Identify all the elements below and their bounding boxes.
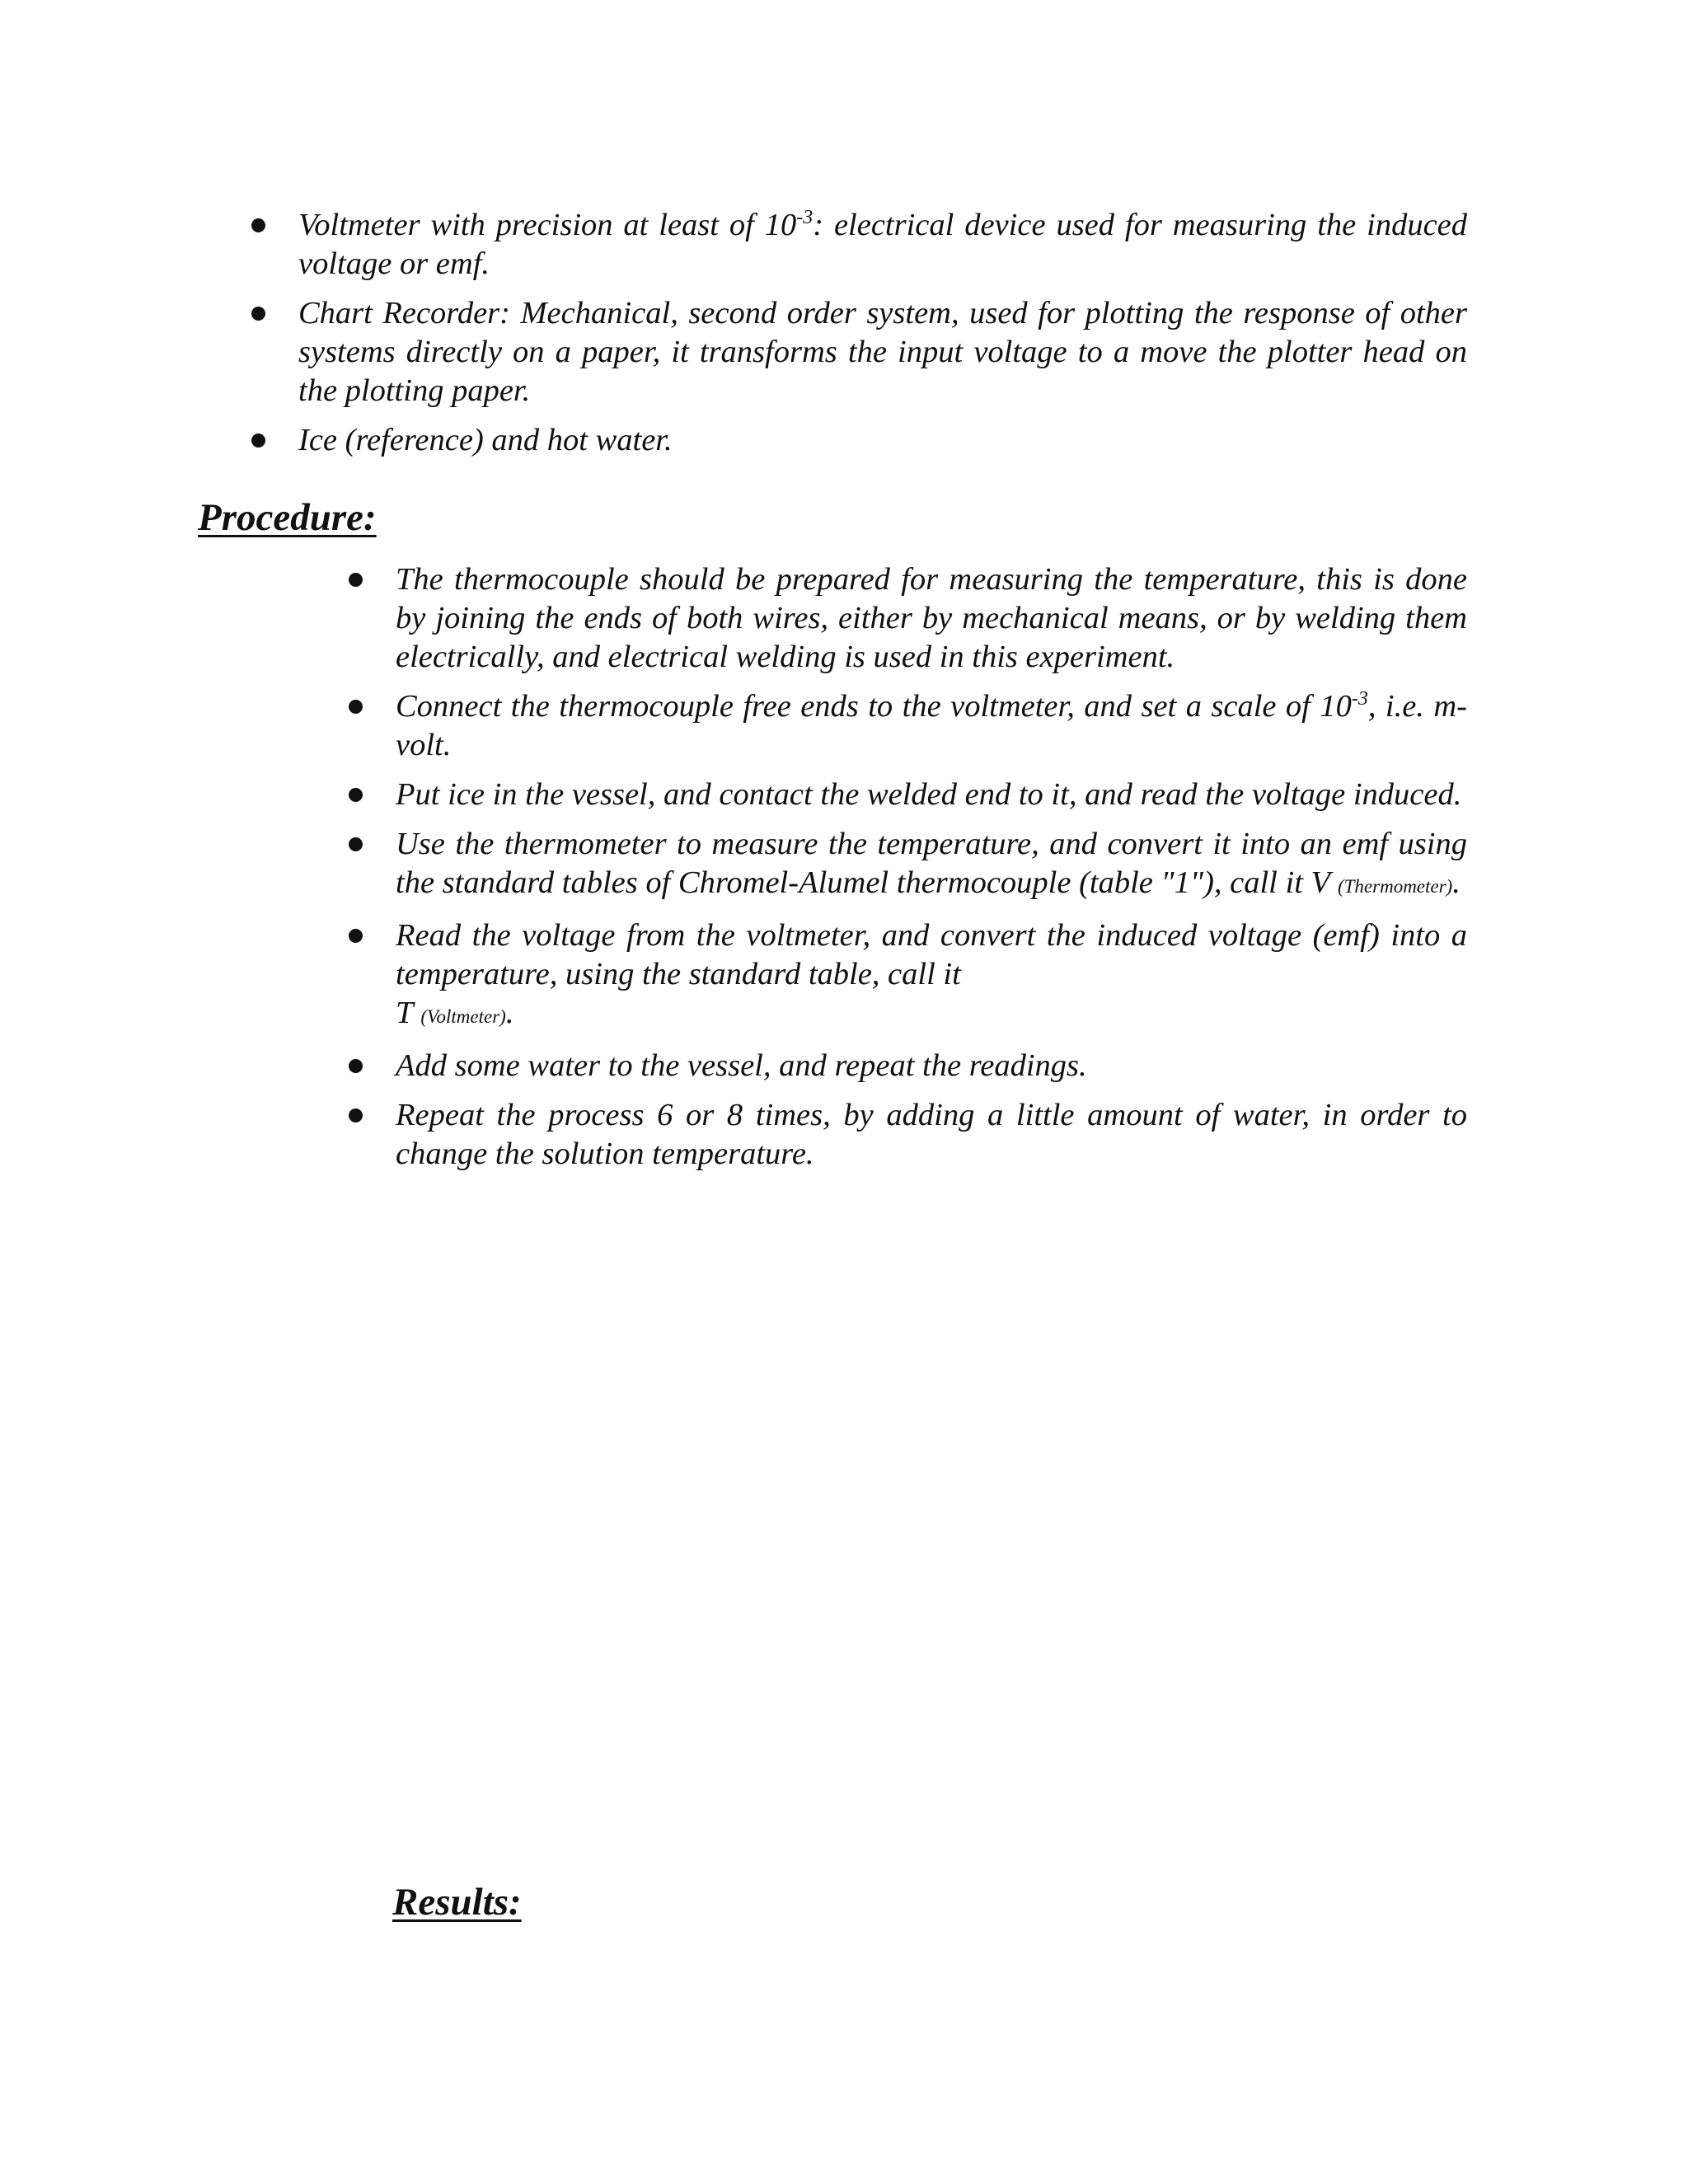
procedure-step-6: [349, 1047, 1467, 1085]
procedure-step-7: [349, 1096, 1467, 1174]
procedure-heading: Procedure:: [198, 496, 377, 539]
bullet-icon: [251, 218, 265, 232]
step-6-text: Add some water to the vessel, and repeat the readings.: [396, 1048, 1087, 1083]
results-heading: Results:: [392, 1881, 522, 1924]
step-5-text: Read the voltage from the voltmeter, and convert the induced voltage (emf) into a temperature, using the standard table, call it: [396, 918, 1467, 991]
list-item-chart-recorder: [251, 294, 1467, 410]
voltmeter-text-post: : electrical device used for measuring the induced voltage or emf.: [298, 208, 1468, 281]
procedure-step-1: [349, 560, 1467, 677]
step-3-text: Put ice in the vessel, and contact the welded end to it, and read the voltage induced.: [396, 777, 1462, 812]
procedure-step-3: [349, 776, 1467, 814]
step-5-subscript: (Voltmeter): [420, 1006, 506, 1027]
bullet-icon: [251, 434, 265, 448]
procedure-step-4: [349, 825, 1467, 906]
list-item-ice: [251, 421, 1467, 460]
bullet-icon: [349, 1059, 363, 1073]
step-5-end: .: [505, 996, 514, 1030]
bullet-icon: [349, 573, 363, 587]
bullet-icon: [349, 700, 363, 714]
list-item-voltmeter: [251, 206, 1467, 284]
bullet-icon: [349, 837, 363, 851]
step-2-exponent: -3: [1351, 688, 1368, 710]
procedure-step-2: [349, 687, 1467, 765]
bullet-icon: [349, 788, 363, 802]
procedure-list: [349, 560, 1467, 1184]
equipment-list: [251, 206, 1467, 471]
procedure-step-5: [349, 916, 1467, 1036]
step-4-subscript: (Thermometer): [1337, 876, 1453, 897]
step-1-text: The thermocouple should be prepared for measuring the temperature, this is done by joining the ends of both wires, either by mechanical means, or by welding them electrically, and electrical welding is used in this experiment.: [396, 562, 1467, 674]
ice-text: Ice (reference) and hot water.: [298, 423, 673, 457]
step-5-symbol: T: [396, 996, 413, 1030]
chart-recorder-text: Chart Recorder: Mechanical, second order system, used for plotting the response of other systems directly on a paper, it transforms the input voltage to a move the plotter head on the plotting paper.: [298, 296, 1467, 408]
voltmeter-exponent: -3: [796, 207, 814, 229]
bullet-icon: [349, 929, 363, 943]
bullet-icon: [349, 1108, 363, 1122]
step-2-text-post: , i.e. m-volt.: [396, 689, 1467, 762]
step-4-text: Use the thermometer to measure the temperature, and convert it into an emf using the standard tables of Chromel-Alumel thermocouple (table "1"), call it V: [396, 827, 1467, 900]
step-7-text: Repeat the process 6 or 8 times, by adding a little amount of water, in order to change the solution temperature.: [396, 1098, 1467, 1171]
voltmeter-text-pre: Voltmeter with precision at least of 10: [298, 208, 797, 242]
step-2-text-pre: Connect the thermocouple free ends to the voltmeter, and set a scale of 10: [396, 689, 1352, 724]
bullet-icon: [251, 307, 265, 321]
step-4-end: .: [1452, 865, 1461, 900]
